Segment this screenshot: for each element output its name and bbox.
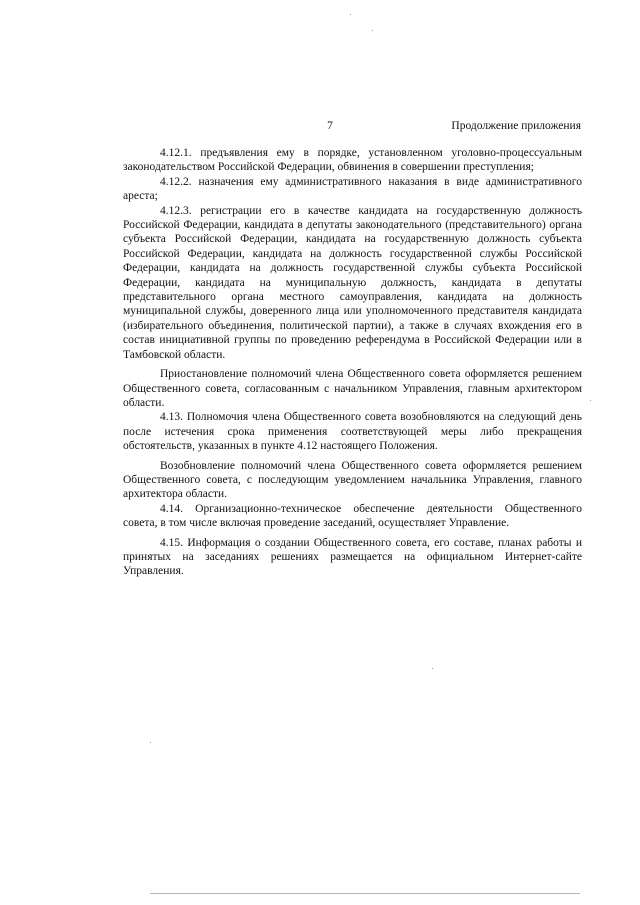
paragraph-4-14: 4.14. Организационно-техническое обеспечение деятельности Общественного совета, в том числе включая проведение заседаний, осуществляет Управление.	[123, 502, 582, 530]
scan-speck	[432, 668, 433, 669]
paragraph-4-12-2: 4.12.2. назначения ему административного наказания в виде административного ареста;	[123, 175, 582, 203]
paragraph-4-13: 4.13. Полномочия члена Общественного совета возобновляются на следующий день после истечения срока применения соответствующей меры либо прекращения обстоятельств, указанных в пункте 4.12 настоящего Положения.	[123, 411, 582, 453]
header-note: Продолжение приложения	[451, 120, 581, 132]
paragraph-4-12-3: 4.12.3. регистрации его в качестве кандидата на государственную должность Российской Федерации, кандидата в депутаты законодательного (представительного) органа субъекта Российской Федерации, кандидата на государственную должность субъекта Российской Федерации, кандидата на должность государственной службы Российской Федерации, кандидата на должность государственной службы субъекта Российской Федерации, кандидата на муниципальную должность, кандидата в депутаты представительного органа местного самоуправления, кандидата на должность муниципальной службы, доверенного лица или уполномоченного представителя кандидата (избирательного объединения, политической партии), а также в случаях вхождения его в состав инициативной группы по проведению референдума в Российской Федерации или в Тамбовской области.	[123, 204, 582, 361]
page-number: 7	[327, 120, 333, 132]
scan-speck	[372, 30, 373, 31]
scan-speck	[150, 742, 151, 743]
scan-edge-line	[150, 893, 580, 894]
scan-speck	[350, 14, 351, 15]
paragraph-4-15: 4.15. Информация о создании Общественного совета, его составе, планах работы и принятых на заседаниях решениях размещается на официальном Интернет-сайте Управления.	[123, 536, 582, 578]
scan-speck	[590, 400, 591, 401]
paragraph-suspension: Приостановление полномочий члена Общественного совета оформляется решением Общественного совета, согласованным с начальником Управления, главным архитектором области.	[123, 368, 582, 409]
document-body	[123, 146, 582, 579]
paragraph-resumption: Возобновление полномочий члена Общественного совета оформляется решением Общественного совета, с последующим уведомлением начальника Управления, главного архитектора области.	[123, 459, 582, 501]
paragraph-4-12-1: 4.12.1. предъявления ему в порядке, установленном уголовно-процессуальным законодательством Российской Федерации, обвинения в совершении преступления;	[123, 147, 582, 174]
